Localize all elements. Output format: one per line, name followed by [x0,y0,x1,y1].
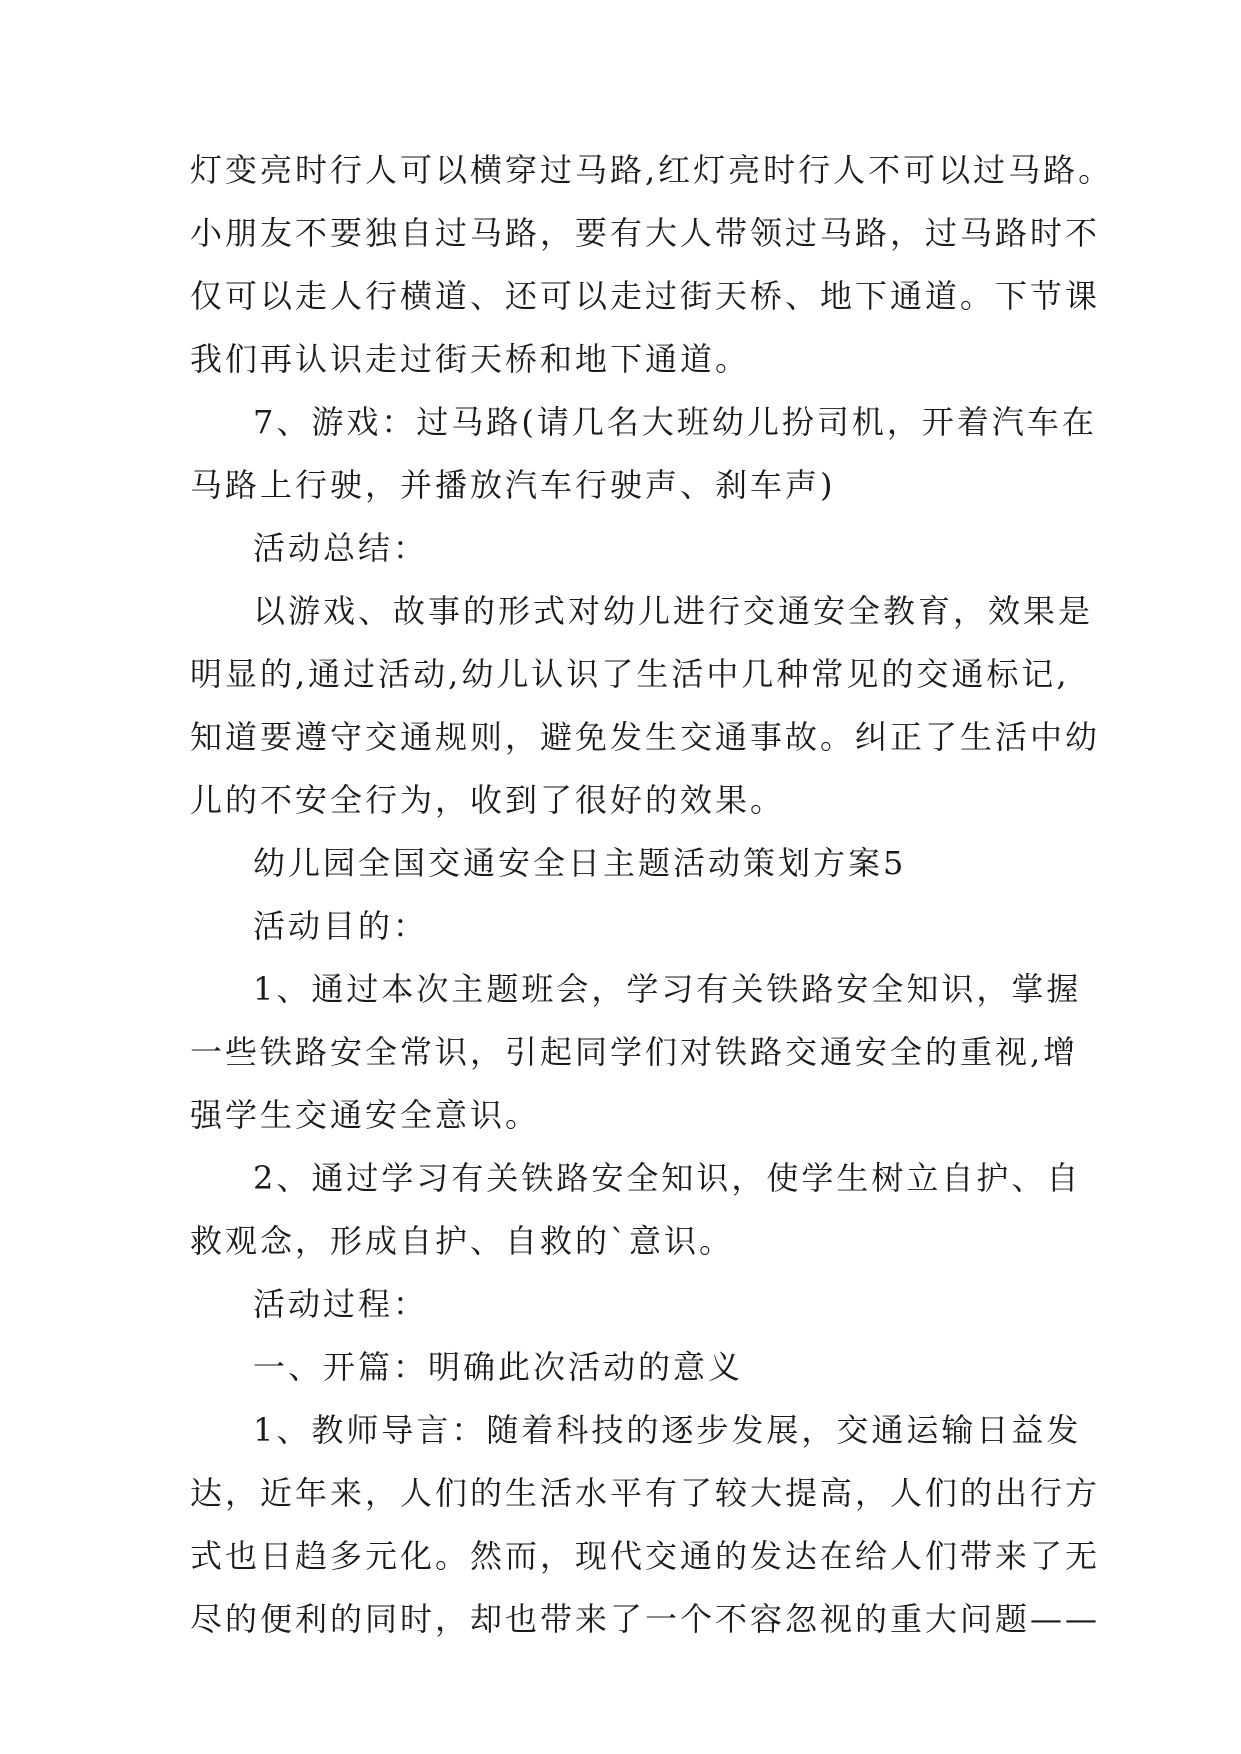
text-line: 救观念，形成自护、自救的`意识。 [190,1222,735,1260]
text-line: 1、教师导言：随着科技的逐步发展，交通运输日益发 [253,1411,1082,1449]
text-line: 以游戏、故事的形式对幼儿进行交通安全教育，效果是 [253,592,1094,630]
text-line: 小朋友不要独自过马路，要有大人带领过马路，过马路时不 [190,214,1101,252]
text-line: 尽的便利的同时，却也带来了一个不容忽视的重大问题—— [190,1600,1101,1638]
text-line: 马路上行驶，并播放汽车行驶声、刹车声) [190,466,836,504]
section-heading: 活动总结： [253,529,429,567]
text-line: 2、通过学习有关铁路安全知识，使学生树立自护、自 [253,1159,1082,1197]
text-line: 灯变亮时行人可以横穿过马路,红灯亮时行人不可以过马路。 [190,151,1114,189]
text-line: 仅可以走人行横道、还可以走过街天桥、地下通道。下节课 [190,277,1101,315]
text-line: 知道要遵守交通规则，避免发生交通事故。纠正了生活中幼 [190,718,1101,756]
section-heading: 一、开篇：明确此次活动的意义 [253,1348,744,1386]
text-line: 达，近年来，人们的生活水平有了较大提高，人们的出行方 [190,1474,1101,1512]
section-heading: 活动目的： [253,907,429,945]
text-line: 1、通过本次主题班会，学习有关铁路安全知识，掌握 [253,970,1082,1008]
text-line: 我们再认识走过街天桥和地下通道。 [190,340,751,378]
text-line: 明显的,通过活动,幼儿认识了生活中几种常见的交通标记, [190,655,1070,693]
text-line: 一些铁路安全常识，引起同学们对铁路交通安全的重视,增 [190,1033,1079,1071]
document-title: 幼儿园全国交通安全日主题活动策划方案5 [253,844,907,882]
text-line: 式也日趋多元化。然而，现代交通的发达在给人们带来了无 [190,1537,1101,1575]
text-line: 7、游戏：过马路(请几名大班幼儿扮司机，开着汽车在 [253,403,1097,441]
section-heading: 活动过程： [253,1285,429,1323]
text-line: 强学生交通安全意识。 [190,1096,541,1134]
text-line: 儿的不安全行为，收到了很好的效果。 [190,781,786,819]
